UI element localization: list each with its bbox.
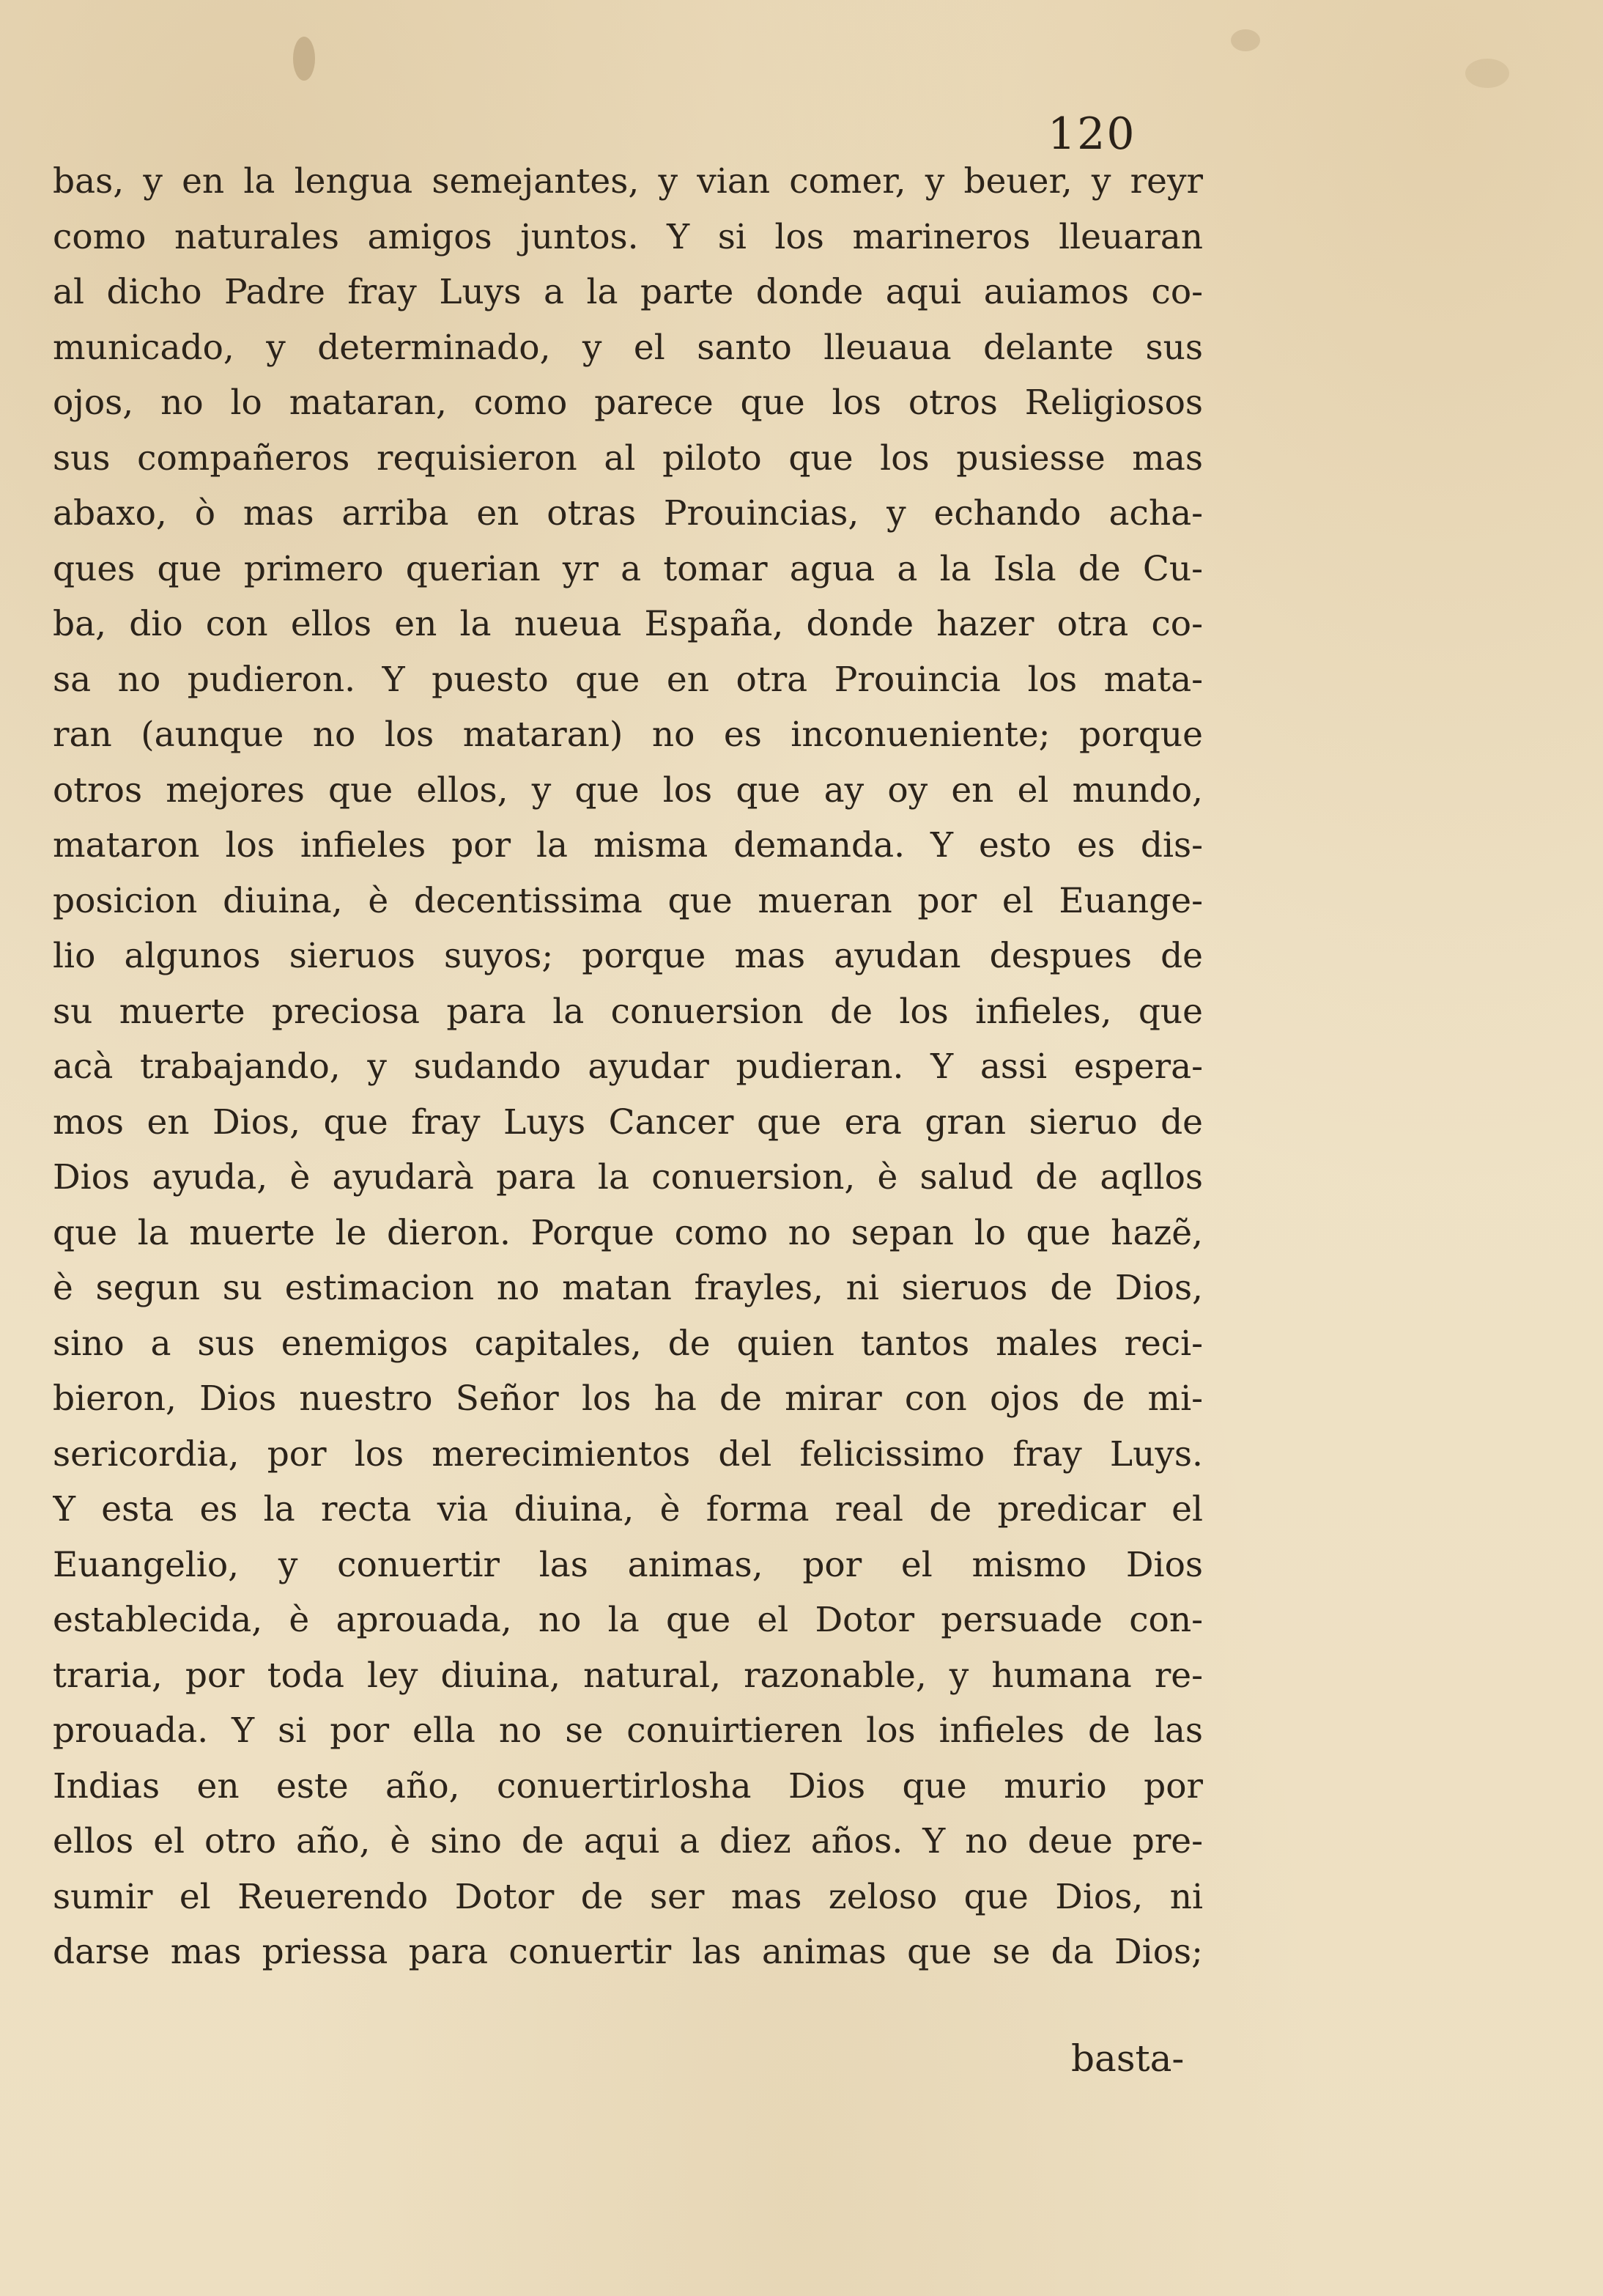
text-line: sus compañeros requisieron al piloto que los pusiesse mas bbox=[53, 438, 1203, 479]
text-line: è segun su estimacion no matan frayles, ni sieruos de Dios, bbox=[53, 1268, 1203, 1308]
ink-blot bbox=[293, 37, 315, 81]
text-line: darse mas priessa para conuertir las animas que se da Dios; bbox=[53, 1932, 1203, 1972]
text-line: al dicho Padre fray Luys a la parte donde aqui auiamos co- bbox=[53, 272, 1203, 312]
ink-blot bbox=[1231, 29, 1260, 51]
text-line: Y esta es la recta via diuina, è forma real de predicar el bbox=[53, 1489, 1203, 1529]
text-line: ran (aunque no los mataran) no es inconueniente; porque bbox=[53, 715, 1203, 755]
text-line: bas, y en la lengua semejantes, y vian comer, y beuer, y reyr bbox=[53, 161, 1203, 202]
text-line: ques que primero querian yr a tomar agua a la Isla de Cu- bbox=[53, 548, 1203, 589]
body-text bbox=[53, 154, 1203, 1980]
text-line: sericordia, por los merecimientos del felicissimo fray Luys. bbox=[53, 1433, 1203, 1474]
text-line: mataron los infieles por la misma demanda. Y esto es dis- bbox=[53, 825, 1203, 865]
text-line: ojos, no lo mataran, como parece que los otros Religiosos bbox=[53, 383, 1203, 423]
text-line: otros mejores que ellos, y que los que ay oy en el mundo, bbox=[53, 769, 1203, 811]
catchword: basta- bbox=[1071, 2037, 1185, 2080]
text-line: como naturales amigos juntos. Y si los marineros lleuaran bbox=[53, 216, 1203, 257]
ink-blot bbox=[1465, 59, 1509, 88]
text-line: establecida, è aprouada, no la que el Dotor persuade con- bbox=[53, 1600, 1203, 1640]
text-line: que la muerte le dieron. Porque como no sepan lo que hazẽ, bbox=[53, 1212, 1203, 1253]
text-line: Dios ayuda, è ayudarà para la conuersion, è salud de aqllos bbox=[53, 1157, 1203, 1197]
text-line: lio algunos sieruos suyos; porque mas ayudan despues de bbox=[53, 936, 1203, 976]
page-number: 120 bbox=[1048, 108, 1136, 160]
text-line: ellos el otro año, è sino de aqui a diez años. Y no deue pre- bbox=[53, 1821, 1203, 1861]
text-line: Euangelio, y conuertir las animas, por el mismo Dios bbox=[53, 1544, 1203, 1585]
text-line: acà trabajando, y sudando ayudar pudieran. Y assi espera- bbox=[53, 1047, 1203, 1087]
text-line: mos en Dios, que fray Luys Cancer que era gran sieruo de bbox=[53, 1101, 1203, 1143]
text-line: sino a sus enemigos capitales, de quien tantos males reci- bbox=[53, 1323, 1203, 1364]
text-line: prouada. Y si por ella no se conuirtieren los infieles de las bbox=[53, 1710, 1203, 1751]
text-line: Indias en este año, conuertirlosha Dios que murio por bbox=[53, 1765, 1203, 1806]
text-line: ba, dio con ellos en la nueua España, donde hazer otra co- bbox=[53, 604, 1203, 644]
text-line: abaxo, ò mas arriba en otras Prouincias, y echando acha- bbox=[53, 493, 1203, 534]
text-line: posicion diuina, è decentissima que mueran por el Euange- bbox=[53, 880, 1203, 921]
text-line: traria, por toda ley diuina, natural, razonable, y humana re- bbox=[53, 1655, 1203, 1696]
text-line: sumir el Reuerendo Dotor de ser mas zeloso que Dios, ni bbox=[53, 1876, 1203, 1917]
text-line: sa no pudieron. Y puesto que en otra Prouincia los mata- bbox=[53, 659, 1203, 700]
text-line: su muerte preciosa para la conuersion de los infieles, que bbox=[53, 991, 1203, 1032]
text-line: municado, y determinado, y el santo lleuaua delante sus bbox=[53, 327, 1203, 368]
text-line: bieron, Dios nuestro Señor los ha de mirar con ojos de mi- bbox=[53, 1378, 1203, 1419]
